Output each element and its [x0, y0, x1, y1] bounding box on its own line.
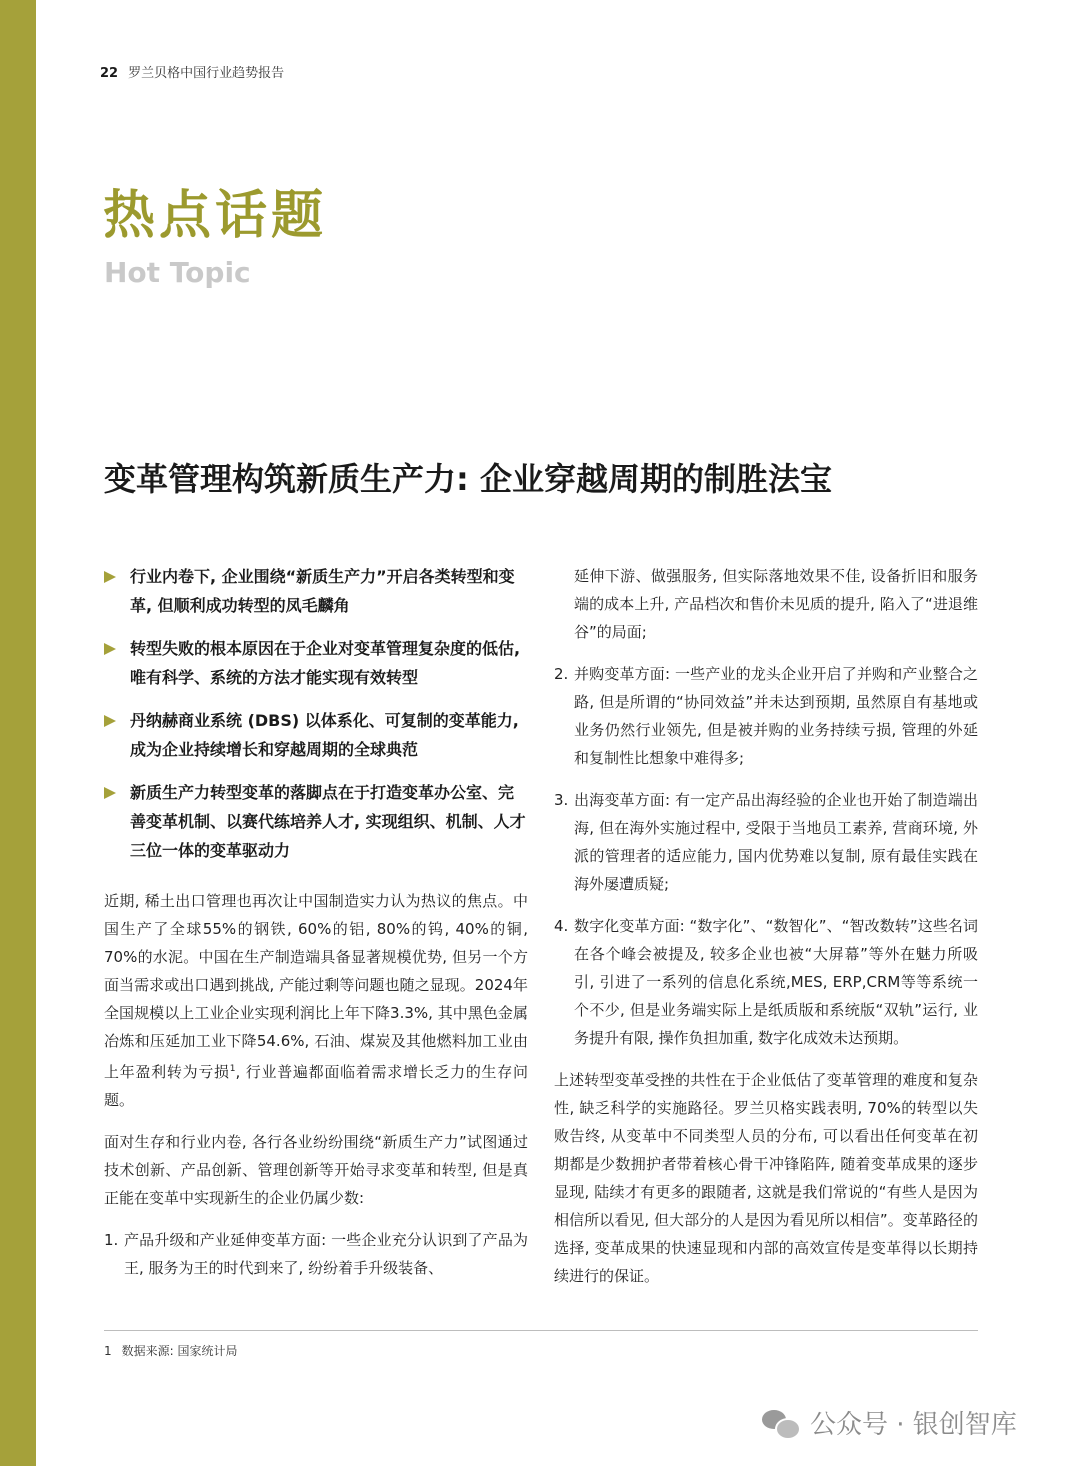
- wechat-icon: [762, 1408, 800, 1438]
- list-number: 3.: [554, 791, 569, 809]
- section-title: 热点话题: [103, 186, 328, 246]
- triangle-bullet-icon: [104, 715, 116, 727]
- key-point: [104, 778, 528, 865]
- section-subtitle: Hot Topic: [104, 256, 251, 289]
- key-point-text: 转型失败的根本原因在于企业对变革管理复杂度的低估, 唯有科学、系统的方法才能实现有效转型: [130, 639, 521, 687]
- left-column: [104, 562, 528, 1296]
- side-accent-bar: [0, 0, 36, 1466]
- list-item-text: 出海变革方面: 有一定产品出海经验的企业也开始了制造端出海, 但在海外实施过程中, 受限于当地员工素养, 营商环境, 外派的管理者的适应能力, 国内优势难以复制, 原有最佳实践在海外屡遭质疑;: [574, 791, 978, 893]
- list-item-text: 并购变革方面: 一些产业的龙头企业开启了并购和产业整合之路, 但是所谓的“协同效益”并未达到预期, 虽然原自有基地或业务仍然行业领先, 但是被并购的业务持续亏损, 管理的外延和复制性比想象中难得多;: [574, 665, 978, 767]
- article-headline: 变革管理构筑新质生产力: 企业穿越周期的制胜法宝: [104, 460, 832, 498]
- footnote-ref: 1: [229, 1064, 236, 1074]
- page-header: [100, 62, 284, 81]
- list-item-text: 数字化变革方面: “数字化”、“数智化”、“智改数转”这些名词在各个峰会被提及, 较多企业也被“大屏幕”等外在魅力所吸引, 引进了一系列的信息化系统,MES, ERP,CRM等等系统一个不少, 但是业务端实际上是纸质版和系统版“双轨”运行, 业务提升有限, 操作负担加重, 数字化成效未达预期。: [574, 917, 978, 1047]
- footnote-divider: [104, 1330, 978, 1331]
- watermark-text: 公众号 · 银创智库: [810, 1410, 1017, 1440]
- body-paragraph: 近期, 稀土出口管理也再次让中国制造实力认为热议的焦点。中国生产了全球55%的钢铁, 60%的铝, 80%的钨, 40%的铜, 70%的水泥。中国在生产制造端具备显著规模优势, 但另一个方面当需求或出口遇到挑战, 产能过剩等问题也随之显现。2024年全国规模以上工业企业实现利润比上年下降3.3%, 其中黑色金属冶炼和压延加工业下降54.6%, 石油、煤炭及其他燃料加工业由上年盈利转为亏损$^1$, 行业普遍都面临着需求增长乏力的生存问题。: [104, 892, 528, 1109]
- list-item-continuation: 延伸下游、做强服务, 但实际落地效果不佳, 设备折旧和服务端的成本上升, 产品档次和售价未见质的提升, 陷入了“进退维谷”的局面;: [574, 567, 978, 641]
- list-item: [554, 660, 978, 772]
- triangle-bullet-icon: [104, 787, 116, 799]
- list-item: [554, 912, 978, 1052]
- list-number: 2.: [554, 665, 569, 683]
- footnote-text: 数据来源: 国家统计局: [121, 1344, 238, 1358]
- footnote: [104, 1342, 238, 1359]
- key-point: [104, 706, 528, 764]
- publication-title: 罗兰贝格中国行业趋势报告: [128, 66, 285, 81]
- footnote-number: 1: [104, 1344, 112, 1358]
- list-number: 4.: [554, 917, 569, 935]
- key-point-text: 丹纳赫商业系统 (DBS) 以体系化、可复制的变革能力, 成为企业持续增长和穿越周期的全球典范: [130, 711, 519, 759]
- list-item: [554, 786, 978, 898]
- page-number: 22: [100, 66, 119, 81]
- key-point: [104, 634, 528, 692]
- list-item: [104, 1226, 528, 1282]
- watermark: [762, 1404, 1017, 1441]
- body-paragraph: 上述转型变革受挫的共性在于企业低估了变革管理的难度和复杂性, 缺乏科学的实施路径。罗兰贝格实践表明, 70%的转型以失败告终, 从变革中不同类型人员的分布, 可以看出任何变革在初期都是少数拥护者带着核心骨干冲锋陷阵, 随着变革成果的逐步显现, 陆续才有更多的跟随者, 这就是我们常说的“有些人是因为相信所以看见, 但大部分的人是因为看见所以相信”。变革路径的选择, 变革成果的快速显现和内部的高效宣传是变革得以长期持续进行的保证。: [554, 1071, 978, 1285]
- triangle-bullet-icon: [104, 643, 116, 655]
- key-point-text: 行业内卷下, 企业围绕“新质生产力”开启各类转型和变革, 但顺利成功转型的凤毛麟角: [130, 567, 515, 615]
- list-number: 1.: [104, 1231, 119, 1249]
- body-paragraph: 面对生存和行业内卷, 各行各业纷纷围绕“新质生产力”试图通过技术创新、产品创新、管理创新等开始寻求变革和转型, 但是真正能在变革中实现新生的企业仍属少数:: [104, 1133, 528, 1207]
- key-point-text: 新质生产力转型变革的落脚点在于打造变革办公室、完善变革机制、以赛代练培养人才, 实现组织、机制、人才三位一体的变革驱动力: [130, 783, 526, 860]
- key-point: [104, 562, 528, 620]
- list-item-text: 产品升级和产业延伸变革方面: 一些企业充分认识到了产品为王, 服务为王的时代到来了, 纷纷着手升级装备、: [124, 1231, 528, 1277]
- right-column: [554, 562, 978, 1304]
- triangle-bullet-icon: [104, 571, 116, 583]
